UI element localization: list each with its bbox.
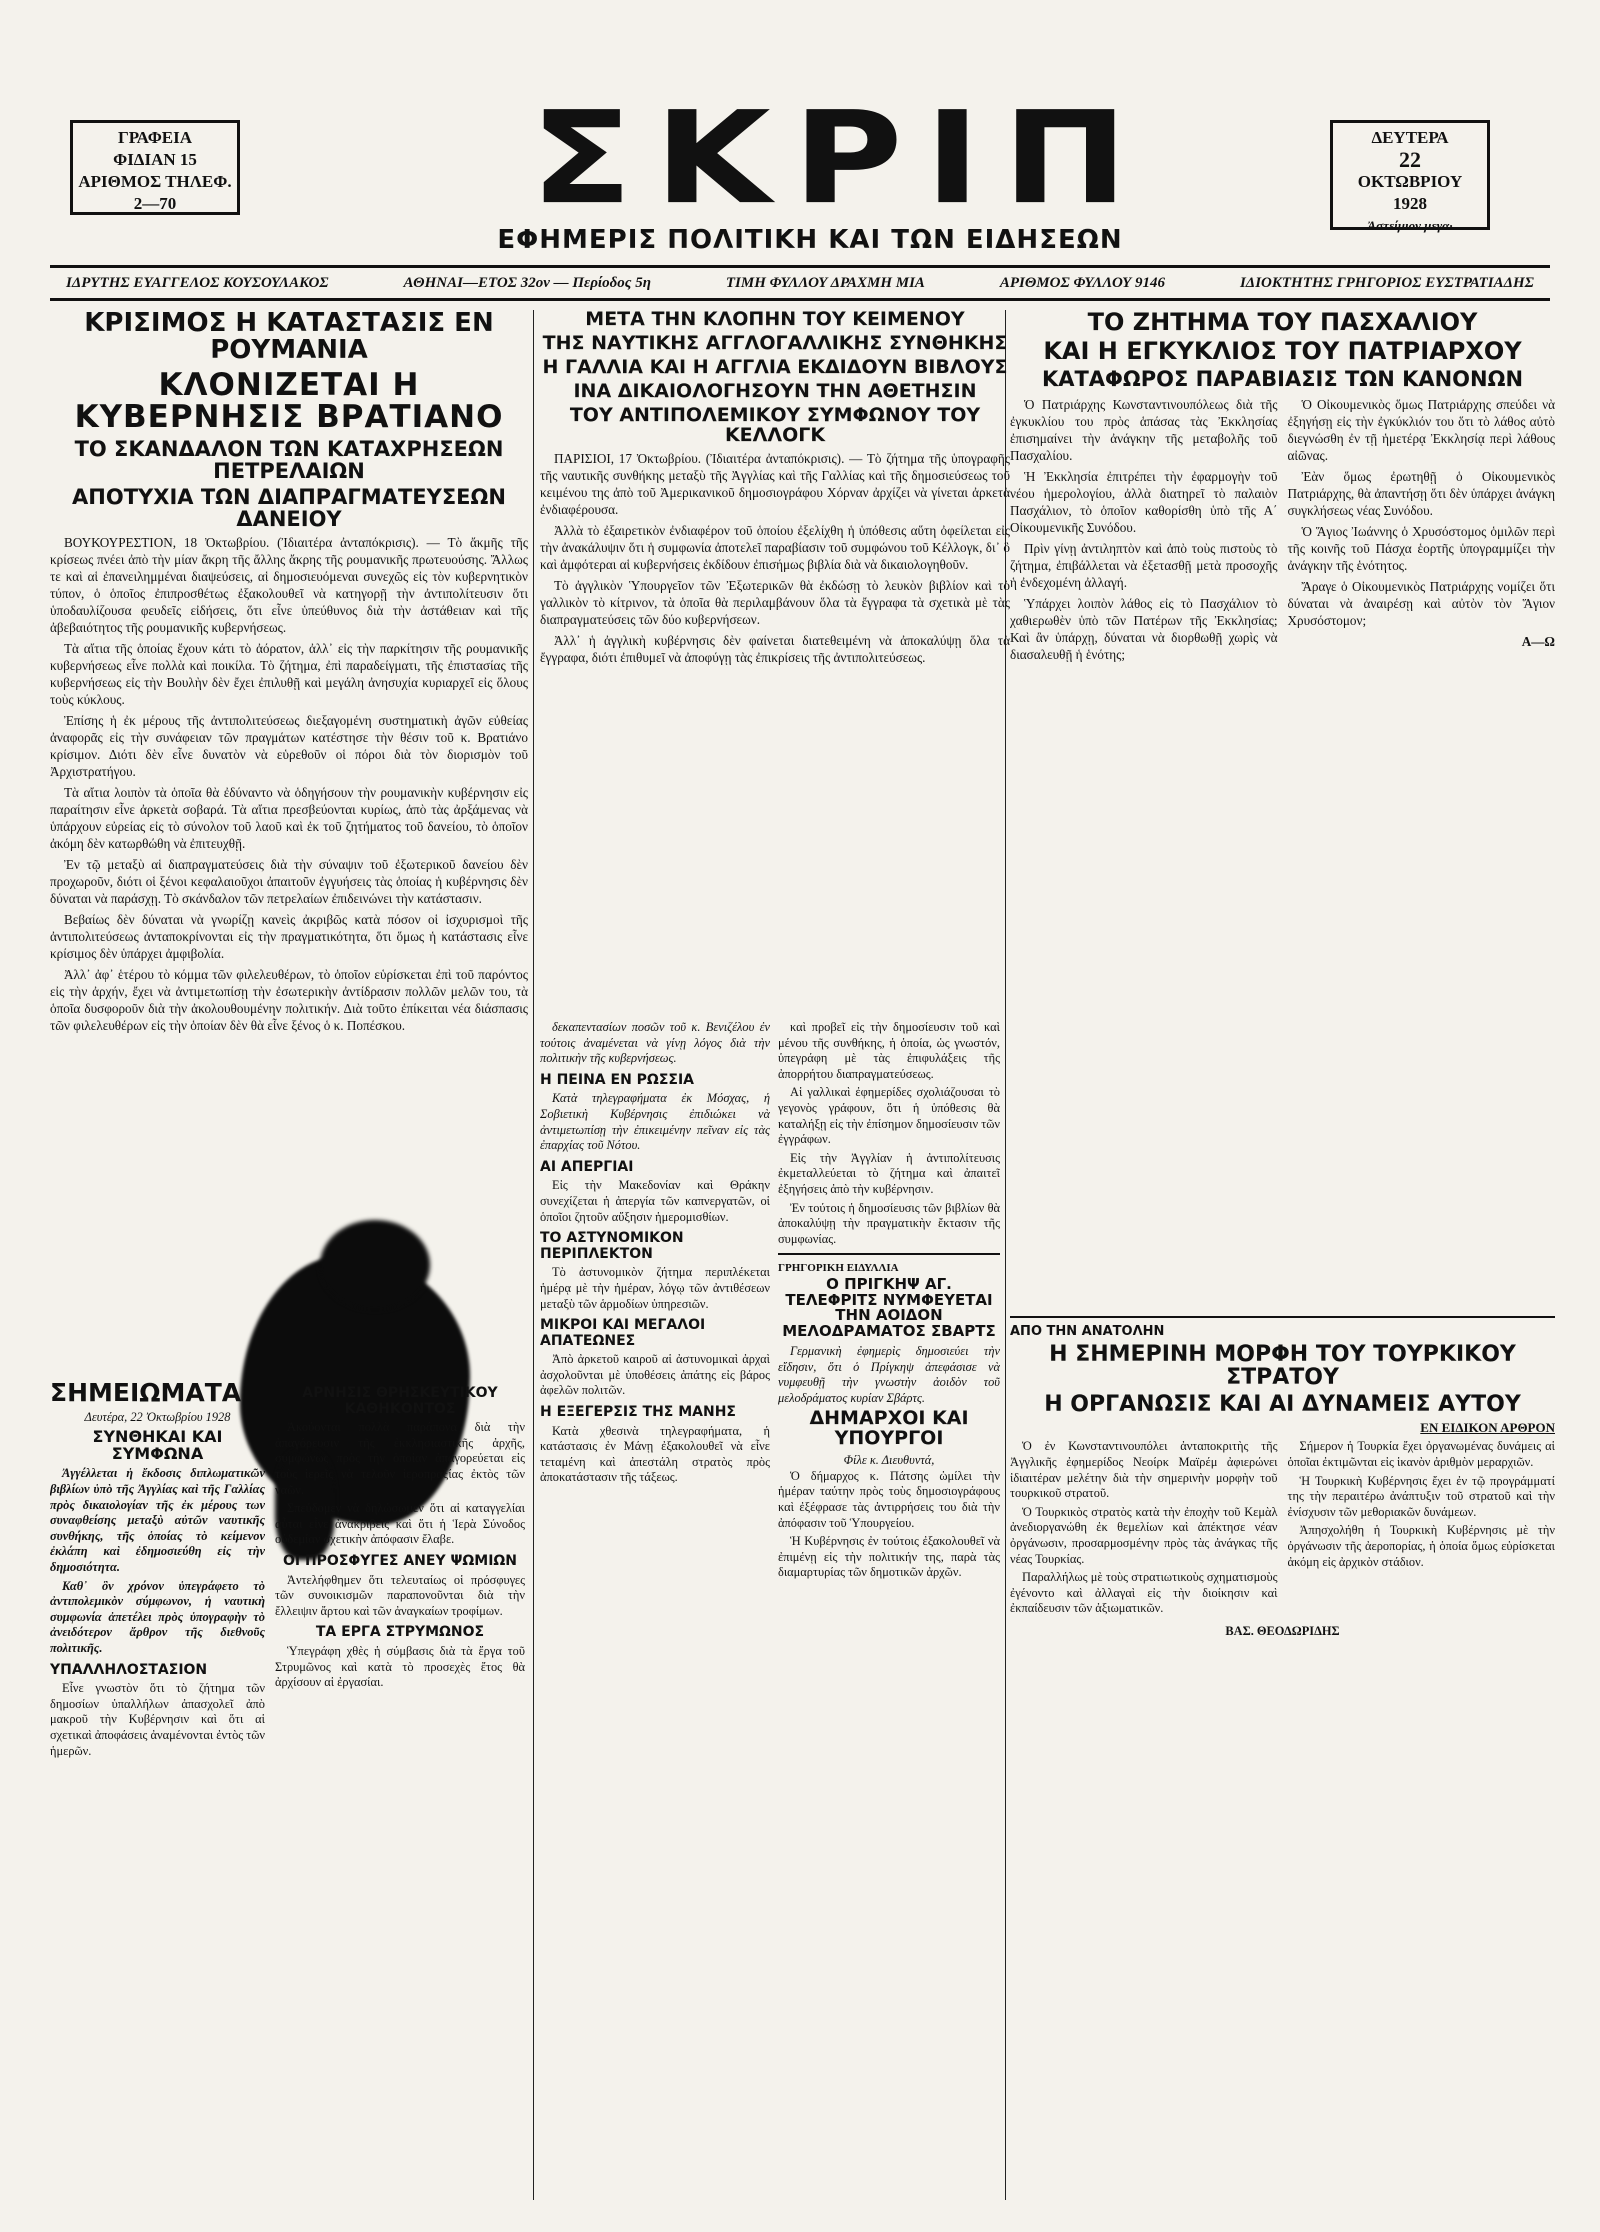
paragraph: Ἀπησχολήθη ἡ Τουρκικὴ Κυβέρνησις μὲ τὴν ὀργάνωσιν τῆς ἀεροπορίας, ἡ ὁποία ὅμως εὑρίσκεται ἀκόμη εἰς ἀρχικὸν στάδιον. — [1287, 1523, 1555, 1569]
article-romania — [50, 310, 528, 1360]
paragraph: καὶ προβεῖ εἰς τὴν δημοσίευσιν τοῦ καὶ μένου τῆς συνθήκης, ἡ ὁποία, ὡς γνωστόν, ὑπεγράφη μὲ τὰς ἐπιφυλάξεις τῆς ἀπορρήτου διαπραγματεύσεως. — [778, 1020, 1000, 1081]
paragraph: Πρὶν γίνῃ ἀντιληπτὸν καὶ ἀπὸ τοὺς πιστοὺς τὸ ζήτημα, ἐπιβάλλεται νὰ ἐξετασθῇ μετὰ προσοχῆς ἡ ἐνδεχομένη ἀλλαγή. — [1010, 541, 1278, 591]
tag: ΕΝ ΕΙΔΙΚΟΝ ΑΡΘΡΟΝ — [1420, 1419, 1555, 1435]
article-right-col — [1288, 1439, 1556, 1620]
paragraph: Ὁ ἐν Κωνσταντινουπόλει ἀνταποκριτὴς τῆς Ἀγγλικῆς ἐφημερίδος Νεοίρκ Μαϊρέμ ἀφιερώνει ἰδιαιτέραν μελέτην διὰ τὴν σημερινὴν μορφὴν τοῦ τουρκικοῦ στρατοῦ. — [1010, 1439, 1278, 1501]
date-weekday: ΔΕΥΤΕΡΑ — [1371, 128, 1449, 147]
newspaper-page — [20, 10, 1580, 2222]
article-easter-question — [1010, 310, 1555, 1270]
paragraph: Τὰ αἴτια τῆς ὁποίας ἔχουν κάτι τὸ ἀόρατον, ἀλλ᾽ εἰς τὴν παρκίτησιν τῆς ρουμανικῆς κυβερνήσεως εἶνε πολλὰ καὶ ποικίλα. Τὸ ζήτημα, ἐπὶ παραδείγματι, τῆς ἐπιστασίας τῆς κυβερνήσεως εἰς τὴν Βουλὴν δὲν ἔχει ἐπιλυθῇ καὶ μεγάλη ἀνησυχία κυριαρχεῖ εἰς ὅλους τοὺς κύκλους. — [50, 640, 528, 707]
headline: ΚΑΤΑΦΩΡΟΣ ΠΑΡΑΒΙΑΣΙΣ ΤΩΝ ΚΑΝΟΝΩΝ — [1041, 367, 1524, 392]
notes-column-mid — [275, 1380, 525, 2220]
date-day: 22 — [1399, 147, 1421, 172]
paragraph: Ἐν τῷ μεταξὺ αἱ διαπραγματεύσεις διὰ τὴν σύναψιν τοῦ ἐξωτερικοῦ δανείου δὲν προχωροῦν, διότι οἱ ξένοι κεφαλαιοῦχοι ἀπαιτοῦν ἐγγυήσεις τὰς ὁποίας ἡ κυβέρνησις δὲν δύναται νὰ παράσχῃ. Τὸ σκάνδαλον τῶν πετρελαίων ἐπιδεινώνει τὴν κατάστασιν. — [50, 856, 528, 906]
date-note: Ἀστείμιον μεγα· — [1367, 218, 1453, 233]
notes-dateline: Δευτέρα, 22 Ὀκτωβρίου 1928 — [84, 1410, 231, 1425]
divider — [778, 1253, 1000, 1255]
paragraph: Τὸ ἀγγλικὸν Ὑπουργεῖον τῶν Ἐξωτερικῶν θὰ ἐκδώσῃ τὸ λευκὸν βιβλίον καὶ τὸ γαλλικὸν τὸ κίτρινον, τὰ ὁποῖα θὰ περιλαμβάνουν ὅλα τὰ ἔγγραφα τὰ σχετικὰ μὲ τὰς διαπραγματεύσεις τῶν δύο κυβερνήσεων. — [540, 577, 1010, 627]
office-info-box — [70, 120, 240, 215]
subhead: ΔΗΜΑΡΧΟΙ ΚΑΙ ΥΠΟΥΡΓΟΙ — [809, 1407, 969, 1450]
paragraph: Τὸ ἀστυνομικὸν ζήτημα περιπλέκεται ἡμέρᾳ μὲ τὴν ἡμέραν, λόγῳ τῶν ἀντιθέσεων μεταξὺ τῶν ἁρμοδίων ὑπηρεσιῶν. — [540, 1265, 770, 1311]
paragraph: Γερμανικὴ ἐφημερὶς δημοσιεύει τὴν εἴδησιν, ὅτι ὁ Πρίγκηψ ἀπεφάσισε νὰ νυμφευθῇ τὴν γνωστὴν ἀοιδὸν τοῦ μελοδράματος κυρίαν Σβάρτς. — [778, 1343, 1000, 1405]
headline: ΚΛΟΝΙΖΕΤΑΙ Η ΚΥΒΕΡΝΗΣΙΣ ΒΡΑΤΙΑΝΟ — [74, 366, 504, 436]
subhead: ΑΡΝΗΣΙΣ ΘΡΗΣΚΕΥΤΙΚΟΥ ΚΑΘΗΚΟΝΤΟΣ — [302, 1385, 498, 1417]
paragraph: Βεβαίως δὲν δύναται νὰ γνωρίζῃ κανεὶς ἀκριβῶς κατὰ πόσον οἱ ἰσχυρισμοὶ τῆς ἀντιπολιτεύσεως ἀνταποκρίνονται εἰς τὴν πραγματικότητα, ὅτι ὅμως ἡ κατάστασις εἶνε κρίσιμος δὲν ὑπάρχει ἀμφιβολία. — [50, 911, 528, 961]
paragraph: ΠΑΡΙΣΙΟΙ, 17 Ὀκτωβρίου. (Ἰδιαιτέρα ἀνταπόκρισις). — Τὸ ζήτημα τῆς ὑπογραφῆς τῆς ναυτικῆς συνθήκης μεταξὺ τῆς Ἀγγλίας καὶ τῆς Γαλλίας καὶ τῆς δημοσιεύσεως τοῦ κειμένου της ἀπὸ τοῦ Ἀμερικανικοῦ δημοσιογράφου Χόρναν ἀρχίζει νὰ γίνεται ἀρκετὰ ἐνδιαφέρουσα. — [540, 450, 1010, 517]
headline: ΤΗΣ ΝΑΥΤΙΚΗΣ ΑΓΓΛΟΓΑΛΛΙΚΗΣ ΣΥΝΘΗΚΗΣ — [542, 331, 1008, 354]
divider — [1010, 1316, 1555, 1318]
paragraph: Ὁ Οἰκουμενικὸς ὅμως Πατριάρχης σπεύδει νὰ ἐξηγήσῃ εἰς τὴν ἐγκύκλιόν του ὅτι τὸ λάθος αὐτὸ διεγνώσθη ἐν τῇ ἡμετέρᾳ Ἐκκλησίᾳ περὶ λάθους αἰῶνας. — [1287, 397, 1555, 464]
founder: ΙΔΡΥΤΗΣ ΕΥΑΓΓΕΛΟΣ ΚΟΥΣΟΥΛΑΚΟΣ — [66, 274, 329, 291]
paragraph: Τὰ αἴτια λοιπὸν τὰ ὁποῖα θὰ ἐδύναντο νὰ ὁδηγήσουν τὴν ρουμανικὴν κυβέρνησιν εἰς παραίτησιν εἶνε ἀρκετὰ σοβαρά. Τὰ αἴτια πρεσβεύονται κυρίως, ἀπὸ τὰς ἀρξάμενας νὰ ὑπάρχουν εὐρείας εἰς τὸ σύνολον τοῦ λαοῦ καὶ ἐκ τοῦ ζητήματος τοῦ δανείου, τὸ ὁποῖον ἀκόμη δὲν κατωρθώθη νὰ ἐπιτευχθῇ. — [50, 784, 528, 851]
subhead: ΟΙ ΠΡΟΣΦΥΓΕΣ ΑΝΕΥ ΨΩΜΙΩΝ — [282, 1552, 518, 1569]
paragraph: Ἐν τούτοις ἡ δημοσίευσις τῶν βιβλίων θὰ ἀποκαλύψῃ τὴν πραγματικὴν ἔκτασιν τῆς συμφωνίας. — [778, 1200, 1000, 1246]
paragraph: Ἀλλ᾽ ἡ ἀγγλικὴ κυβέρνησις δὲν φαίνεται διατεθειμένη νὰ ἀποκαλύψῃ ὅλα τὰ ἔγγραφα, διότι ἐπιθυμεῖ νὰ ἀποφύγῃ τὰς ἐπικρίσεις τῆς ἀντιπολιτεύσεως. — [540, 632, 1010, 665]
paragraph: Κατὰ τηλεγραφήματα ἐκ Μόσχας, ἡ Σοβιετικὴ Κυβέρνησις ἐπιδιώκει νὰ ἀντιμετωπίσῃ τὴν ἐπικειμένην πεῖναν εἰς τὰς ἐπαρχίας τοῦ Νότου. — [540, 1091, 770, 1153]
headline: ΙΝΑ ΔΙΚΑΙΟΛΟΓΗΣΟΥΝ ΤΗΝ ΑΘΕΤΗΣΙΝ — [573, 379, 977, 402]
paragraph: Ἀντελήφθημεν ὅτι τελευταίως οἱ πρόσφυγες τῶν συνοικισμῶν παραπονοῦνται διὰ τὴν ἔλλειψιν ἄρτου καὶ τῶν ἀναγκαίων τροφίμων. — [275, 1572, 525, 1618]
paragraph: Ὁ Ἅγιος Ἰωάννης ὁ Χρυσόστομος ὁμιλῶν περὶ τῆς κοινῆς τοῦ Πάσχα ἑορτῆς ὑπογραμμίζει τὴν ἀνάγκην τῆς ἑνότητος. — [1287, 524, 1555, 574]
headline: ΚΡΙΣΙΜΟΣ Η ΚΑΤΑΣΤΑΣΙΣ ΕΝ ΡΟΥΜΑΝΙΑ — [84, 310, 494, 366]
news-briefs-right — [778, 1020, 1000, 2220]
headline: Η ΣΗΜΕΡΙΝΗ ΜΟΡΦΗ ΤΟΥ ΤΟΥΡΚΙΚΟΥ ΣΤΡΑΤΟΥ — [1049, 1341, 1516, 1390]
headline: ΤΟ ΖΗΤΗΜΑ ΤΟΥ ΠΑΣΧΑΛΙΟΥ — [1087, 310, 1478, 336]
paragraph: ΒΟΥΚΟΥΡΕΣΤΙΟΝ, 18 Ὀκτωβρίου. (Ἰδιαιτέρα ἀνταπόκρισις). — Τὸ ἄκμῆς τῆς κρίσεως πνέει ἀπὸ τὴν μίαν ἄκρη τῆς ἄλλης ἄκρης τῆς ρουμανικῆς πρωτευούσης. Ἄλλως τε καὶ αἱ ἐπανειλημμέναι διαψεύσεις, αἱ δημοσιευόμεναι συνεχῶς εἰς τὸν κυβερνητικὸν τύπον, ὁ ὁποῖος ἐπιπροσθέτως ἐξακολουθεῖ νὰ κατηγορῇ τὴν ἀντιπολίτευσιν ὅτι ὑποδαυλίζουσα φευδεῖς εἰδήσεις, ὅτι εἶνε ὑπεύθυνος διὰ τὴν ἀστάθειαν καὶ τῆς ἀβεβαιότητος τῆς ρουμανικῆς κυβερνήσεως. — [50, 534, 528, 635]
paragraph: Σήμερον ἡ Τουρκία ἔχει ὀργανωμένας δυνάμεις αἱ ὁποῖαι ἐκτιμῶνται εἰς ἱκανὸν ἀριθμὸν μεραρχιῶν. — [1287, 1439, 1555, 1470]
subhead: ΤΑ ΕΡΓΑ ΣΤΡΥΜΩΝΟΣ — [315, 1624, 485, 1641]
subhead: Ο ΠΡΙΓΚΗΨ ΑΓ. ΤΕΛΕΦΡΙΤΣ ΝΥΜΦΕΥΕΤΑΙ ΤΗΝ ΑΟΙΔΟΝ ΜΕΛΟΔΡΑΜΑΤΟΣ ΣΒΑΡΤΣ — [782, 1274, 996, 1341]
issue-number: ΑΡΙΘΜΟΣ ΦΥΛΛΟΥ 9146 — [999, 274, 1166, 291]
place-year: ΑΘΗΝΑΙ—ΕΤΟΣ 32ον — Περίοδος 5η — [403, 274, 651, 291]
paragraph: Ὁ δήμαρχος κ. Πάτσης ὡμίλει τὴν ἡμέραν ταύτην πρὸς τοὺς δημοσιογράφους καὶ ἐξέφρασε τὰς ἀντιρρήσεις του διὰ τὴν ἀπόφασιν τοῦ Ὑπουργείου. — [778, 1468, 1000, 1530]
paragraph: Εἰς τὴν Ἀγγλίαν ἡ ἀντιπολίτευσις ἐκμεταλλεύεται τὸ ζήτημα καὶ ἀπαιτεῖ ἐξηγήσεις ἀπὸ τὴν κυβέρνησιν. — [778, 1150, 1000, 1196]
headline: ΤΟ ΣΚΑΝΔΑΛΟΝ ΤΩΝ ΚΑΤΑΧΡΗΣΕΩΝ ΠΕΤΡΕΛΑΙΩΝ — [74, 436, 504, 483]
signature: ΒΑΣ. ΘΕΟΔΩΡΙΔΗΣ — [1225, 1624, 1340, 1638]
signature: Α—Ω — [1521, 634, 1555, 650]
headline: ΤΟΥ ΑΝΤΙΠΟΛΕΜΙΚΟΥ ΣΥΜΦΩΝΟΥ ΤΟΥ ΚΕΛΛΟΓΚ — [569, 403, 981, 446]
office-line: ΓΡΑΦΕΙΑ — [117, 128, 193, 147]
subhead: ΤΟ ΑΣΤΥΝΟΜΙΚΟΝ ΠΕΡΙΠΛΕΚΤΟΝ — [540, 1230, 684, 1262]
paragraph: Ὁ Τουρκικὸς στρατὸς κατὰ τὴν ἐποχὴν τοῦ Κεμὰλ ἀνεδιοργανώθη ἐκ θεμελίων καὶ ἀπέκτησε νέαν ὀργάνωσιν, προσαρμοσμένην πρὸς τὰς ἀνάγκας τῆς νέας Τουρκίας. — [1010, 1504, 1278, 1566]
paragraph: Παραλλήλως μὲ τοὺς στρατιωτικοὺς σχηματισμοὺς ἐγένοντο καὶ ἀλλαγαὶ εἰς τὴν διοίκησιν καὶ ἐκπαίδευσιν τῶν ἀξιωματικῶν. — [1010, 1570, 1278, 1616]
news-briefs — [540, 1020, 770, 2220]
office-line: 2—70 — [133, 194, 177, 213]
price: ΤΙΜΗ ΦΥΛΛΟΥ ΔΡΑΧΜΗ ΜΙΑ — [725, 274, 925, 291]
article-left-col — [1010, 1439, 1278, 1620]
date-box — [1330, 120, 1490, 233]
article-left-col — [1010, 396, 1278, 667]
paragraph: Ὑπάρχει λοιπὸν λάθος εἰς τὸ Πασχάλιον τὸ χαθιερωθὲν ὑπὸ τῶν Πατέρων τῆς Ἐκκλησίας; Καὶ ἂν ὑπάρχῃ, δύναται νὰ διορθωθῇ χωρὶς νὰ διασαλευθῇ ἡ ἑνότης; — [1010, 596, 1278, 663]
article-naval-treaty — [540, 310, 1010, 1010]
paragraph: Ἀλλὰ τὸ ἐξαιρετικὸν ἐνδιαφέρον τοῦ ὁποίου ἐξελίχθη ἡ ὑπόθεσις αὕτη ὀφείλεται εἰς τὴν ἀνακάλυψιν ὅτι ἡ συμφωνία ἀποτελεῖ παραβίασιν τοῦ συμφώνου τοῦ Κέλλογκ, δι᾽ ὃ καὶ ἀμφότεραι αἱ κυβερνήσεις ἐκδίδουν ἐπισήμως βιβλία διὰ νὰ δικαιολογηθοῦν. — [540, 522, 1010, 572]
paragraph: Καθ᾽ ὃν χρόνον ὑπεγράφετο τὸ ἀντιπολεμικὸν σύμφωνον, ἡ ναυτικὴ συμφωνία ἀπετέλει πρὸς ὑπογραφὴν τὸ ἀνειδότερον ἄρθρον τῆς διεθνοῦς πολιτικῆς. — [50, 1578, 265, 1655]
headline: ΑΠΟΤΥΧΙΑ ΤΩΝ ΔΙΑΠΡΑΓΜΑΤΕΥΣΕΩΝ ΔΑΝΕΙΟΥ — [72, 484, 506, 531]
kicker: ΓΡΗΓΟΡΙΚΗ ΕΙΔΥΛΛΙΑ — [778, 1262, 899, 1275]
paragraph: Ἡ Κυβέρνησις ἐν τούτοις ἐξακολουθεῖ νὰ ἐπιμένῃ εἰς τὴν πολιτικήν της, παρὰ τὰς διαμαρτυρίας τῶν δημοτικῶν ἀρχῶν. — [778, 1534, 1000, 1580]
paragraph: Εἰς τὴν Μακεδονίαν καὶ Θράκην συνεχίζεται ἡ ἀπεργία τῶν καπνεργατῶν, οἱ ὁποῖοι ζητοῦν αὔξησιν ἡμερομισθίων. — [540, 1178, 770, 1224]
notes-subhead: ΥΠΑΛΛΗΛΟΣΤΑΣΙΟΝ — [50, 1661, 208, 1678]
date-year: 1928 — [1393, 194, 1427, 213]
paragraph: Ἡ Τουρκικὴ Κυβέρνησις ἔχει ἐν τῷ προγράμματί της τὴν περαιτέρω ἀνάπτυξιν τοῦ στρατοῦ καὶ τὴν ἐνίσχυσιν τῶν μεθοριακῶν δυνάμεων. — [1287, 1473, 1555, 1519]
subhead: ΑΙ ΑΠΕΡΓΙΑΙ — [540, 1158, 634, 1175]
office-line: ΦΙΔΙΑΝ 15 — [113, 150, 197, 169]
paragraph: Ἀπὸ ἀρκετοῦ καιροῦ αἱ ἀστυνομικαὶ ἀρχαὶ ἀσχολοῦνται μὲ ὑποθέσεις ἀπάτης εἰς βάρος ἀφελῶν πολιτῶν. — [540, 1352, 770, 1398]
date-month: ΟΚΤΩΒΡΙΟΥ — [1357, 172, 1463, 191]
headline: Η ΟΡΓΑΝΩΣΙΣ ΚΑΙ ΑΙ ΔΥΝΑΜΕΙΣ ΑΥΤΟΥ — [1044, 1391, 1521, 1417]
article-body — [1010, 1439, 1555, 1620]
paragraph: Ὁ Πατριάρχης Κωνσταντινουπόλεως διὰ τῆς ἐγκυκλίου του πρὸς ἁπάσας τὰς Ἐκκλησίας ἐπισημαίνει τὴν ἀνάγκην τῆς μεταβολῆς τοῦ Πασχαλίου. — [1010, 397, 1278, 464]
subhead: ΜΙΚΡΟΙ ΚΑΙ ΜΕΓΑΛΟΙ ΑΠΑΤΕΩΝΕΣ — [540, 1317, 706, 1349]
paragraph: Ἐπίσης ἡ ἐκ μέρους τῆς ἀντιπολιτεύσεως διεξαγομένη συστηματικὴ ἀγῶν εὐθείας ἀναφορᾶς εἰς τὴν συνάφειαν τῶν πραγμάτων κατέστησε τὴν θέσιν τοῦ κ. Βρατιάνο κρίσιμον. Διότι δὲν εἶνε δυνατὸν νὰ εὑρεθοῦν οἱ πόροι διὰ τὸν διορισμὸν τοῦ Ἀρχιστρατήγου. — [50, 712, 528, 779]
article-turkish-army — [1010, 1310, 1555, 2220]
newspaper-subtitle: ΕΦΗΜΕΡΙΣ ΠΟΛΙΤΙΚΗ ΚΑΙ ΤΩΝ ΕΙΔΗΣΕΩΝ — [497, 225, 1123, 255]
newspaper-logo: ΣΚΡΙΠ — [530, 84, 1150, 233]
paragraph: Ἐὰν ὅμως ἐρωτηθῇ ὁ Οἰκουμενικὸς Πατριάρχης, θὰ ἀπαντήσῃ ὅτι δὲν ὑπάρχει ἀνάγκη συγκλήσεως νέας Συνόδου. — [1287, 469, 1555, 519]
paragraph: Ἄραγε ὁ Οἰκουμενικὸς Πατριάρχης νομίζει ὅτι δύναται νὰ ἀναιρέσῃ καὶ αὐτὸν τὸν Ἅγιον Χρυσόστομον; — [1287, 579, 1555, 629]
headline: ΜΕΤΑ ΤΗΝ ΚΛΟΠΗΝ ΤΟΥ ΚΕΙΜΕΝΟΥ — [585, 310, 965, 330]
paragraph: Ἀγγέλλεται ἡ ἔκδοσις διπλωματικῶν βιβλίων ὑπὸ τῆς Ἀγγλίας καὶ τῆς Γαλλίας πρὸς δικαιολογίαν τῆς ἐκ μέρους των συναφθείσης μεταξὺ αὐτῶν ναυτικῆς συνθήκης, τῆς ὁποίας τὸ κείμενον ἐκλάπη καὶ ἐδημοσιεύθη εἰς τὴν δημοσιότητα. — [50, 1466, 265, 1574]
paragraph: Αἱ γαλλικαὶ ἐφημερίδες σχολιάζουσαι τὸ γεγονὸς γράφουν, ὅτι ἡ ὑπόθεσις θὰ καταλήξῃ εἰς τὴν ἐπίσημον δημοσίευσιν τῶν ἐγγράφων. — [778, 1085, 1000, 1147]
article-body — [1010, 396, 1555, 667]
paragraph: Ἀλλ᾽ ἀφ᾽ ἑτέρου τὸ κόμμα τῶν φιλελευθέρων, τὸ ὁποῖον εὑρίσκεται ἐπὶ τοῦ παρόντος εἰς τὴν ἀρχήν, ἔχει νὰ ἀντιμετωπίσῃ τὴν ἐσωτερικὴν ἀντίδρασιν πολλῶν μελῶν του, τὰ ὁποῖα δυσφοροῦν διὰ τὴν ἀκολουθουμένην πολιτικήν. Διὰ τοῦτο ἐπίκειται νέα διάσπασις τῶν φιλελευθέρων εἰς τὴν ὁποίαν δὲν θὰ εἶνε ξένος ὁ κ. Ποπέσκου. — [50, 966, 528, 1033]
subhead: Η ΕΞΕΓΕΡΣΙΣ ΤΗΣ ΜΑΝΗΣ — [540, 1404, 736, 1421]
notes-subhead: ΣΥΝΘΗΚΑΙ ΚΑΙ ΣΥΜΦΩΝΑ — [92, 1426, 223, 1463]
paragraph: Ὑπεγράφη χθὲς ἡ σύμβασις διὰ τὰ ἔργα τοῦ Στρυμῶνος καὶ κατὰ τὸ προσεχὲς ἔτος θὰ ἀρχίσουν αἱ ἐργασίαι. — [275, 1643, 525, 1690]
byline: Φίλε κ. Διευθυντά, — [843, 1453, 935, 1468]
notes-headline: ΣΗΜΕΙΩΜΑΤΑ — [50, 1380, 242, 1407]
subhead: Η ΠΕΙΝΑ ΕΝ ΡΩΣΣΙΑ — [540, 1071, 694, 1088]
article-right-col — [1288, 396, 1556, 667]
paragraph: Ἀκούονται πολλὰ παράπονα διὰ τὴν ἀπαγόρευσιν τῆς ἐκκλησιαστικῆς ἀρχῆς, συμφώνως πρὸς τὴν ὁποίαν ἀπαγορεύεται εἰς τοὺς ἱερεῖς νὰ τελοῦν ἱεροπραξίας ἐκτὸς τῶν ναῶν. — [275, 1420, 525, 1497]
office-line: ΑΡΙΘΜΟΣ ΤΗΛΕΦ. — [78, 172, 232, 191]
headline: Η ΓΑΛΛΙΑ ΚΑΙ Η ΑΓΓΛΙΑ ΕΚΔΙΔΟΥΝ ΒΙΒΛΟΥΣ — [542, 355, 1008, 378]
paragraph: Σπεύδομεν νὰ δηλώσωμεν ὅτι αἱ καταγγελίαι αὗται εἶνε ἀνακριβεῖς καὶ ὅτι ἡ Ἱερὰ Σύνοδος οὐδεμίαν σχετικὴν ἀπόφασιν ἔλαβε. — [275, 1501, 525, 1547]
headline: ΚΑΙ Η ΕΓΚΥΚΛΙΟΣ ΤΟΥ ΠΑΤΡΙΑΡΧΟΥ — [1043, 337, 1522, 366]
masthead — [20, 10, 1580, 291]
info-bar — [50, 265, 1550, 301]
owner: ΙΔΙΟΚΤΗΤΗΣ ΓΡΗΓΟΡΙΟΣ ΕΥΣΤΡΑΤΙΑΔΗΣ — [1239, 274, 1534, 291]
kicker: ΑΠΟ ΤΗΝ ΑΝΑΤΟΛΗΝ — [1010, 1324, 1165, 1339]
column-divider — [533, 310, 534, 2200]
paragraph: Ἡ Ἐκκλησία ἐπιτρέπει τὴν ἐφαρμογὴν τοῦ νέου ἡμερολογίου, ἀλλὰ διατηρεῖ τὸ παλαιὸν Πασχάλιον, τὸ ὁποῖον καθορίσθη ὑπὸ τῆς Α΄ Οἰκουμενικῆς Συνόδου. — [1010, 469, 1278, 536]
notes-section — [50, 1380, 265, 2220]
ink-stain — [320, 1220, 430, 1310]
paragraph: Κατὰ χθεσινὰ τηλεγραφήματα, ἡ κατάστασις ἐν Μάνῃ ἐξακολουθεῖ νὰ εἶνε τεταμένη καὶ ἀπεστάλη στρατὸς πρὸς ἀποκατάστασιν τῆς τάξεως. — [540, 1423, 770, 1485]
paragraph: Εἶνε γνωστὸν ὅτι τὸ ζήτημα τῶν δημοσίων ὑπαλλήλων ἀπασχολεῖ ἀπὸ μακροῦ τὴν Κυβέρνησιν καὶ ὅτι αἱ σχετικαὶ ἀποφάσεις ἀναμένονται ἐντὸς τῶν ἡμερῶν. — [50, 1681, 265, 1758]
paragraph: δεκαπεντασίων ποσῶν τοῦ κ. Βενιζέλου ἐν τούτοις ἀναμένεται νὰ γίνῃ λόγος διὰ τὴν πολιτικὴν τῆς κυβερνήσεως. — [540, 1020, 770, 1066]
